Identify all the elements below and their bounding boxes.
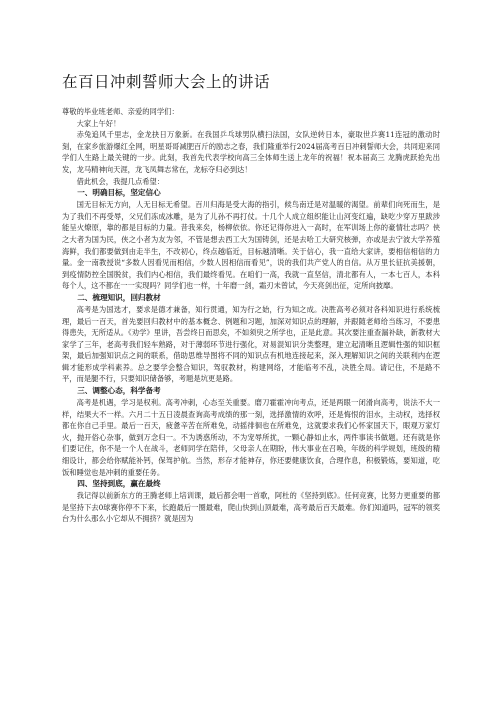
section-body-3: 高考是机遇，学习是权利。高考冲刺，心态至关重要。磨刀霍霍冲向考点，还是两眼一闭滑向高考，说法不大一样，结果大不一样。六月二十五日凌晨查询高考成绩的那一刻，选择激情的欢呼，还是悔恨的泪水，主动权，选择权都在你自己手里。最后一百天，疲惫辛苦在所难免，动摇徘徊也在所难免，这就要求我们心怀家国天下，眼观万家灯火，抛开俗心杂事，做到万念归一。不为诱惑所动，不为宠辱所扰，一颗心静如止水，两件事读书做题。还有就是你们要记住，你不是一个人在战斗，老师同学在陪伴，父母亲人在期盼，伟大事业在召唤，年级的科学规划，班级的精细设计，都会给你赋能补钙，保驾护航。当然，形存才能神存，你还要健康饮食，合理作息，积极锻炼，要知道，吃饭和睡觉也是冲刺的重要任务。 — [62, 398, 440, 477]
section-heading-3: 三、调整心态，科学备考 — [77, 386, 161, 396]
section-heading-2: 二、梳理知识，回归教材 — [77, 292, 161, 302]
section-heading-4: 四、坚持到底，赢在最终 — [77, 479, 161, 489]
section-body-1: 国无目标无方向，人无目标无希望。百川归海是受大海的指引，候鸟南迁是对温暖的渴望。前辈们向死而生，是为了我们不再受辱，父兄们冻成冰雕，是为了儿孙不再打仗。十几个人成立组织能让山河变红遍，缺吃少穿万里跋涉能呈火燎原，靠的都是目标的力量。昔我来矣，杨柳依依。你还记得你进入一高时，在军训场上你的豪情壮志吗？侠之大者为国为民，侠之小者为友为邻，不管是想去西工大为国铸剑，还是去哈工大研究核弹，亦或是去宁波大学养殖海鲜，我们都要做到由走半生，不改初心，终点越临近，目标越清晰。关于信心，我一直给大家讲，要相信相信的力量。金一南教授说“多数人因看见而相信，少数人因相信而看见”，说的我们共产党人的自信。从万里长征抗美援朝，到疫情防控全国脱贫，我们内心相信，我们最终看见。在咱们一高，我就一直坚信，清北都有人，一本七百人，本科每个人，这不都在一一实现吗？同学们也一样，十年磨一剑，霜刃未曾试，今天亮剑出征，定所向披靡。 — [62, 200, 440, 291]
greeting: 大家上午好！ — [76, 118, 121, 128]
intro-paragraph: 赤兔追风千里志，金龙抉日万象新。在我国乒乓球男队横扫法国，女队逆转日本，豪取世乒赛11连冠的激动时刻，在家乡旅游爆红全网，明星哥哥减肥百斤的励志之春，我们隆重举行2024届高考百日冲刺誓师大会，共同迎来同学们人生路上最关键的一步。此刻，我首先代表学校向高三全体师生送上龙年的祝福！祝本届高三 龙腾虎跃抢先出发，龙马精神向天涯，龙飞凤舞志常在，龙标夺归必到达！ — [62, 130, 440, 174]
section-heading-1: 一、明确目标，坚定信心 — [77, 188, 161, 198]
section-body-4: 我记得以前新东方的王腾老师上培训课，最后都会唱一首歌，阿杜的《坚持到底》。任何竞赛，比努力更重要的都是坚持下去0球赛你停不下来，长跑最后一圈最难，爬山快到山顶最难，高考最后百天最难。你们知道吗，冠军的领奖台为什么那么小它却从不拥挤？就是因为 — [62, 491, 440, 524]
document-page — [62, 70, 440, 525]
document-title: 在百日冲刺誓师大会上的讲话 — [62, 73, 271, 91]
section-body-2: 高考是为国选才，要求是德才兼备，知行贯通，知为行之始，行为知之成。决胜高考必须对各科知识进行系统梳理，最后一百天，首先要回归教材中的基本概念、例题和习题，加深对知识点的理解，并跟随老师给当练习，不要患得患失，无所适从。《劝学》里讲，吾尝终日而思矣，不如须臾之所学也，正是此意。其次要注重查漏补缺，新教材大家学了三年，老高考我们轻车熟路，对于薄弱环节进行强化，对易混知识分类整理，建立起清晰且逻辑性强的知识框架，最后加强知识点之间的联系，借助思维导图将不同的知识点有机地连接起来，深入理解知识之间的关联利内在逻辑才能形成学科素养。总之要学会整合知识，驾驭教材，构建网络，才能临考不乱，决胜全局。请记住，不是路不平，而是腿不行，只要知识储备够，考题是坑更是路。 — [62, 304, 440, 384]
intro-transition: 借此机会，我提几点希望： — [76, 176, 165, 186]
salutation: 尊敬的毕业班老师、亲爱的同学们： — [62, 107, 179, 116]
